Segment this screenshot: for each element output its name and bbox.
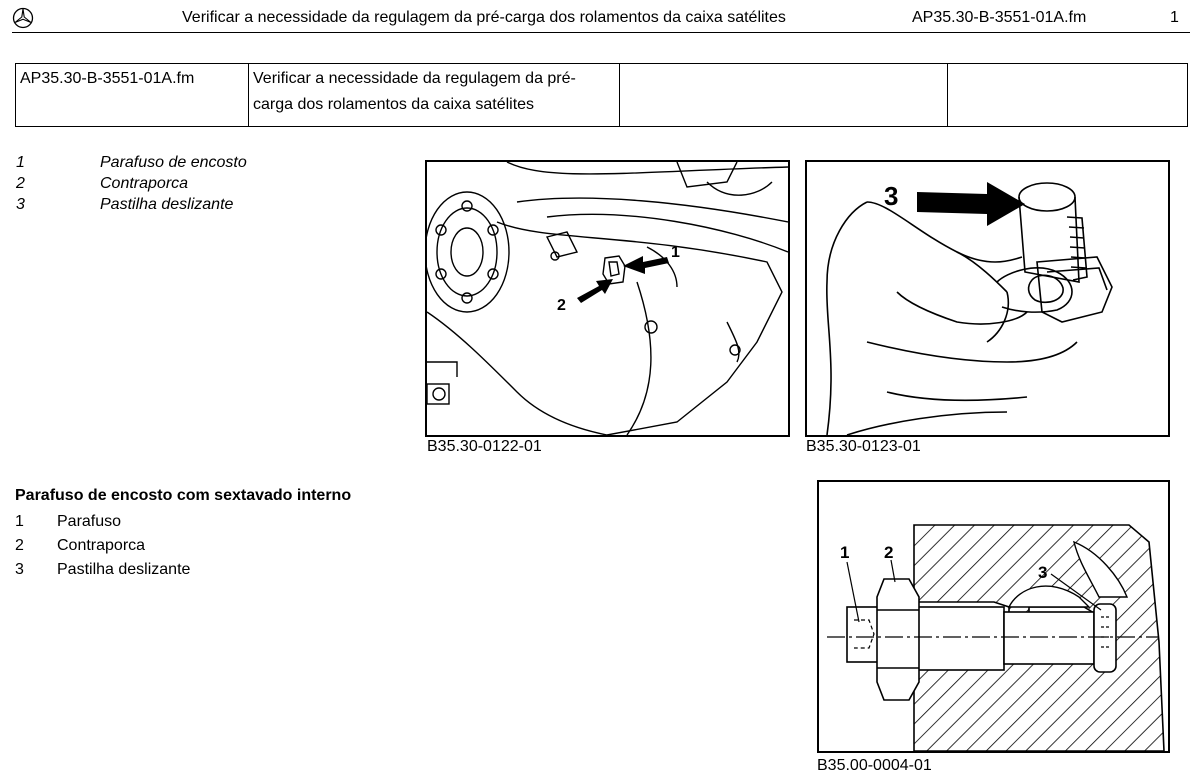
document-id: AP35.30-B-3551-01A.fm [912,9,1087,26]
legend-text: Parafuso [57,513,122,530]
table-cell-empty [620,64,948,127]
legend-text: Pastilha deslizante [100,196,234,213]
page-title: Verificar a necessidade da regulagem da pré-carga dos rolamentos da caixa satélites [182,9,786,26]
figure-caption: B35.30-0122-01 [427,438,542,455]
legend-number: 1 [16,154,25,171]
callout-label: 3 [1038,563,1048,582]
legend-number: 2 [15,537,24,554]
header-divider [12,32,1190,33]
callout-label: 2 [884,543,894,562]
figure-differential-housing [425,160,790,437]
legend-text: Contraporca [100,175,189,192]
legend-number: 2 [16,175,25,192]
callout-label: 3 [884,181,899,211]
table-row [16,64,1188,127]
info-table [15,63,1188,127]
legend-text: Pastilha deslizante [57,561,191,578]
table-cell-empty [948,64,1188,127]
figure-bolt-cross-section [817,480,1170,753]
figure-caption: B35.30-0123-01 [806,438,921,455]
callout-label: 2 [557,297,566,314]
page-number: 1 [1170,9,1179,26]
callout-label: 1 [671,244,680,261]
section-heading: Parafuso de encosto com sextavado interno [15,487,352,504]
legend-text: Parafuso de encosto [100,154,247,171]
callout-label: 1 [840,543,850,562]
legend-text: Contraporca [57,537,146,554]
figure-sliding-pad-hand [805,160,1170,437]
legend-number: 3 [16,196,25,213]
table-cell-title: Verificar a necessidade da regulagem da pré-carga dos rolamentos da caixa satélites [249,64,620,127]
figure-caption: B35.00-0004-01 [817,757,932,774]
legend-number: 1 [15,513,24,530]
table-cell-doc-id: AP35.30-B-3551-01A.fm [16,64,249,127]
legend-number: 3 [15,561,24,578]
mercedes-star-logo-icon [12,7,34,29]
